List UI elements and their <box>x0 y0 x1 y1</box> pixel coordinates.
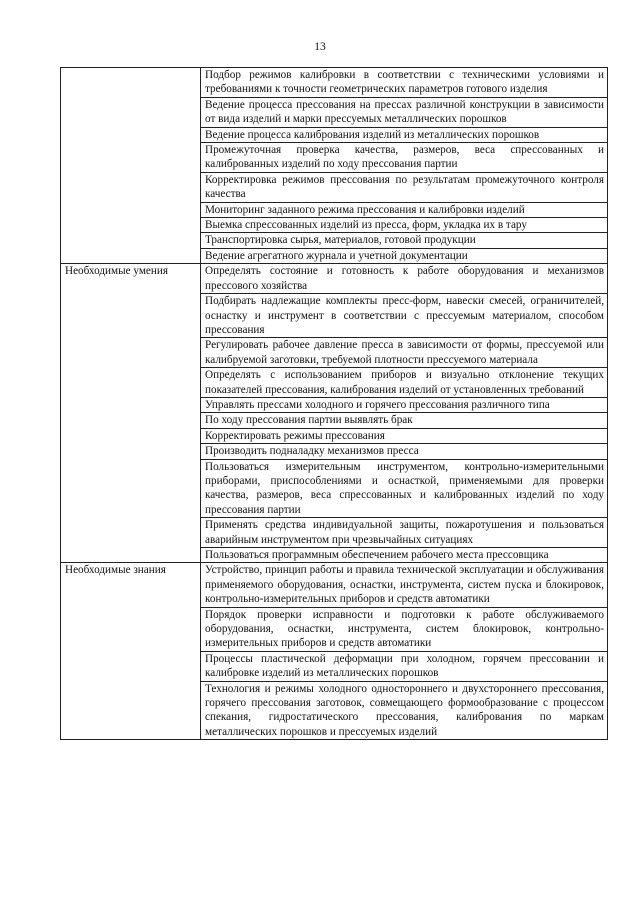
row-label: Необходимые умения <box>65 265 168 278</box>
item-list <box>201 68 607 263</box>
list-item: Промежуточная проверка качества, размеров, веса спрессованных и калиброванных изделий по ходу прессования партии <box>201 142 607 172</box>
list-item: Пользоваться измерительным инструментом, контрольно-измерительными приборами, приспособлениями и оснасткой, применяемыми для проверки качества, размеров, веса спрессованных и калиброванных изделий по ходу прессования партии <box>201 459 607 518</box>
list-item: Процессы пластической деформации при холодном, горячем прессовании и калибровке изделий из металлических порошков <box>201 651 607 681</box>
item-list <box>201 563 607 739</box>
row-items-cell <box>201 68 608 264</box>
list-item: Технология и режимы холодного одностороннего и двухстороннего прессования, горячего прессования заготовок, совмещающего формообразование с процессом спекания, гидростатического прессования, калибрования по маркам металлических порошков и прессуемых изделий <box>201 681 607 740</box>
list-item: Определять состояние и готовность к работе оборудования и механизмов прессового хозяйства <box>205 265 604 292</box>
list-item: По ходу прессования партии выявлять брак <box>201 412 607 427</box>
list-item: Выемка спрессованных изделий из пресса, форм, укладка их в тару <box>201 217 607 232</box>
item-list <box>201 264 607 562</box>
list-item: Производить подналадку механизмов пресса <box>201 443 607 458</box>
list-item: Устройство, принцип работы и правила технической эксплуатации и обслуживания применяемого оборудования, оснастки, инструмента, систем пуска и блокировок, контрольно-измерительных приборов и средств автоматики <box>205 564 604 606</box>
row-items-cell <box>201 563 608 740</box>
list-item: Определять с использованием приборов и визуально отклонение текущих показателей прессования, калибрования изделий от установленных требований <box>201 367 607 397</box>
list-item: Транспортировка сырья, материалов, готовой продукции <box>201 232 607 247</box>
knowledge-row <box>61 563 608 740</box>
table-body <box>61 68 608 740</box>
skills-row <box>61 264 608 563</box>
list-item: Ведение процесса прессования на прессах различной конструкции в зависимости от вида изделий и марки прессуемых металлических порошков <box>201 97 607 127</box>
row-label-cell <box>61 563 201 740</box>
row-items-cell <box>201 264 608 563</box>
list-item: Подбор режимов калибровки в соответствии с техническими условиями и требованиями к точности геометрических параметров готового изделия <box>205 69 604 96</box>
list-item: Пользоваться программным обеспечением рабочего места прессовщика <box>201 547 607 562</box>
list-item: Мониторинг заданного режима прессования и калибровки изделий <box>201 202 607 217</box>
page-number: 13 <box>314 41 326 53</box>
list-item: Применять средства индивидуальной защиты, пожаротушения и пользоваться аварийным инструментом при чрезвычайных ситуациях <box>201 517 607 547</box>
list-item: Порядок проверки исправности и подготовки к работе обслуживаемого оборудования, оснастки, инструмента, систем блокировок, контрольно-измерительных приборов и средств автоматики <box>201 607 607 651</box>
list-item: Ведение агрегатного журнала и учетной документации <box>201 248 607 263</box>
row-label-cell <box>61 68 201 264</box>
list-item: Регулировать рабочее давление пресса в зависимости от формы, прессуемой или калибруемой заготовки, требуемой плотности прессуемого материала <box>201 337 607 367</box>
row-label: Необходимые знания <box>65 564 166 577</box>
competency-table <box>60 67 608 740</box>
list-item: Управлять прессами холодного и горячего прессования различного типа <box>201 397 607 412</box>
list-item: Корректировка режимов прессования по результатам промежуточного контроля качества <box>201 172 607 202</box>
list-item: Ведение процесса калибрования изделий из металлических порошков <box>201 127 607 142</box>
row-label-cell <box>61 264 201 563</box>
list-item: Подбирать надлежащие комплекты пресс-форм, навески смесей, ограничителей, оснастку и инструмент в соответствии с прессуемым материалом, способом прессования <box>201 293 607 337</box>
continued-actions-row <box>61 68 608 264</box>
list-item: Корректировать режимы прессования <box>201 428 607 443</box>
